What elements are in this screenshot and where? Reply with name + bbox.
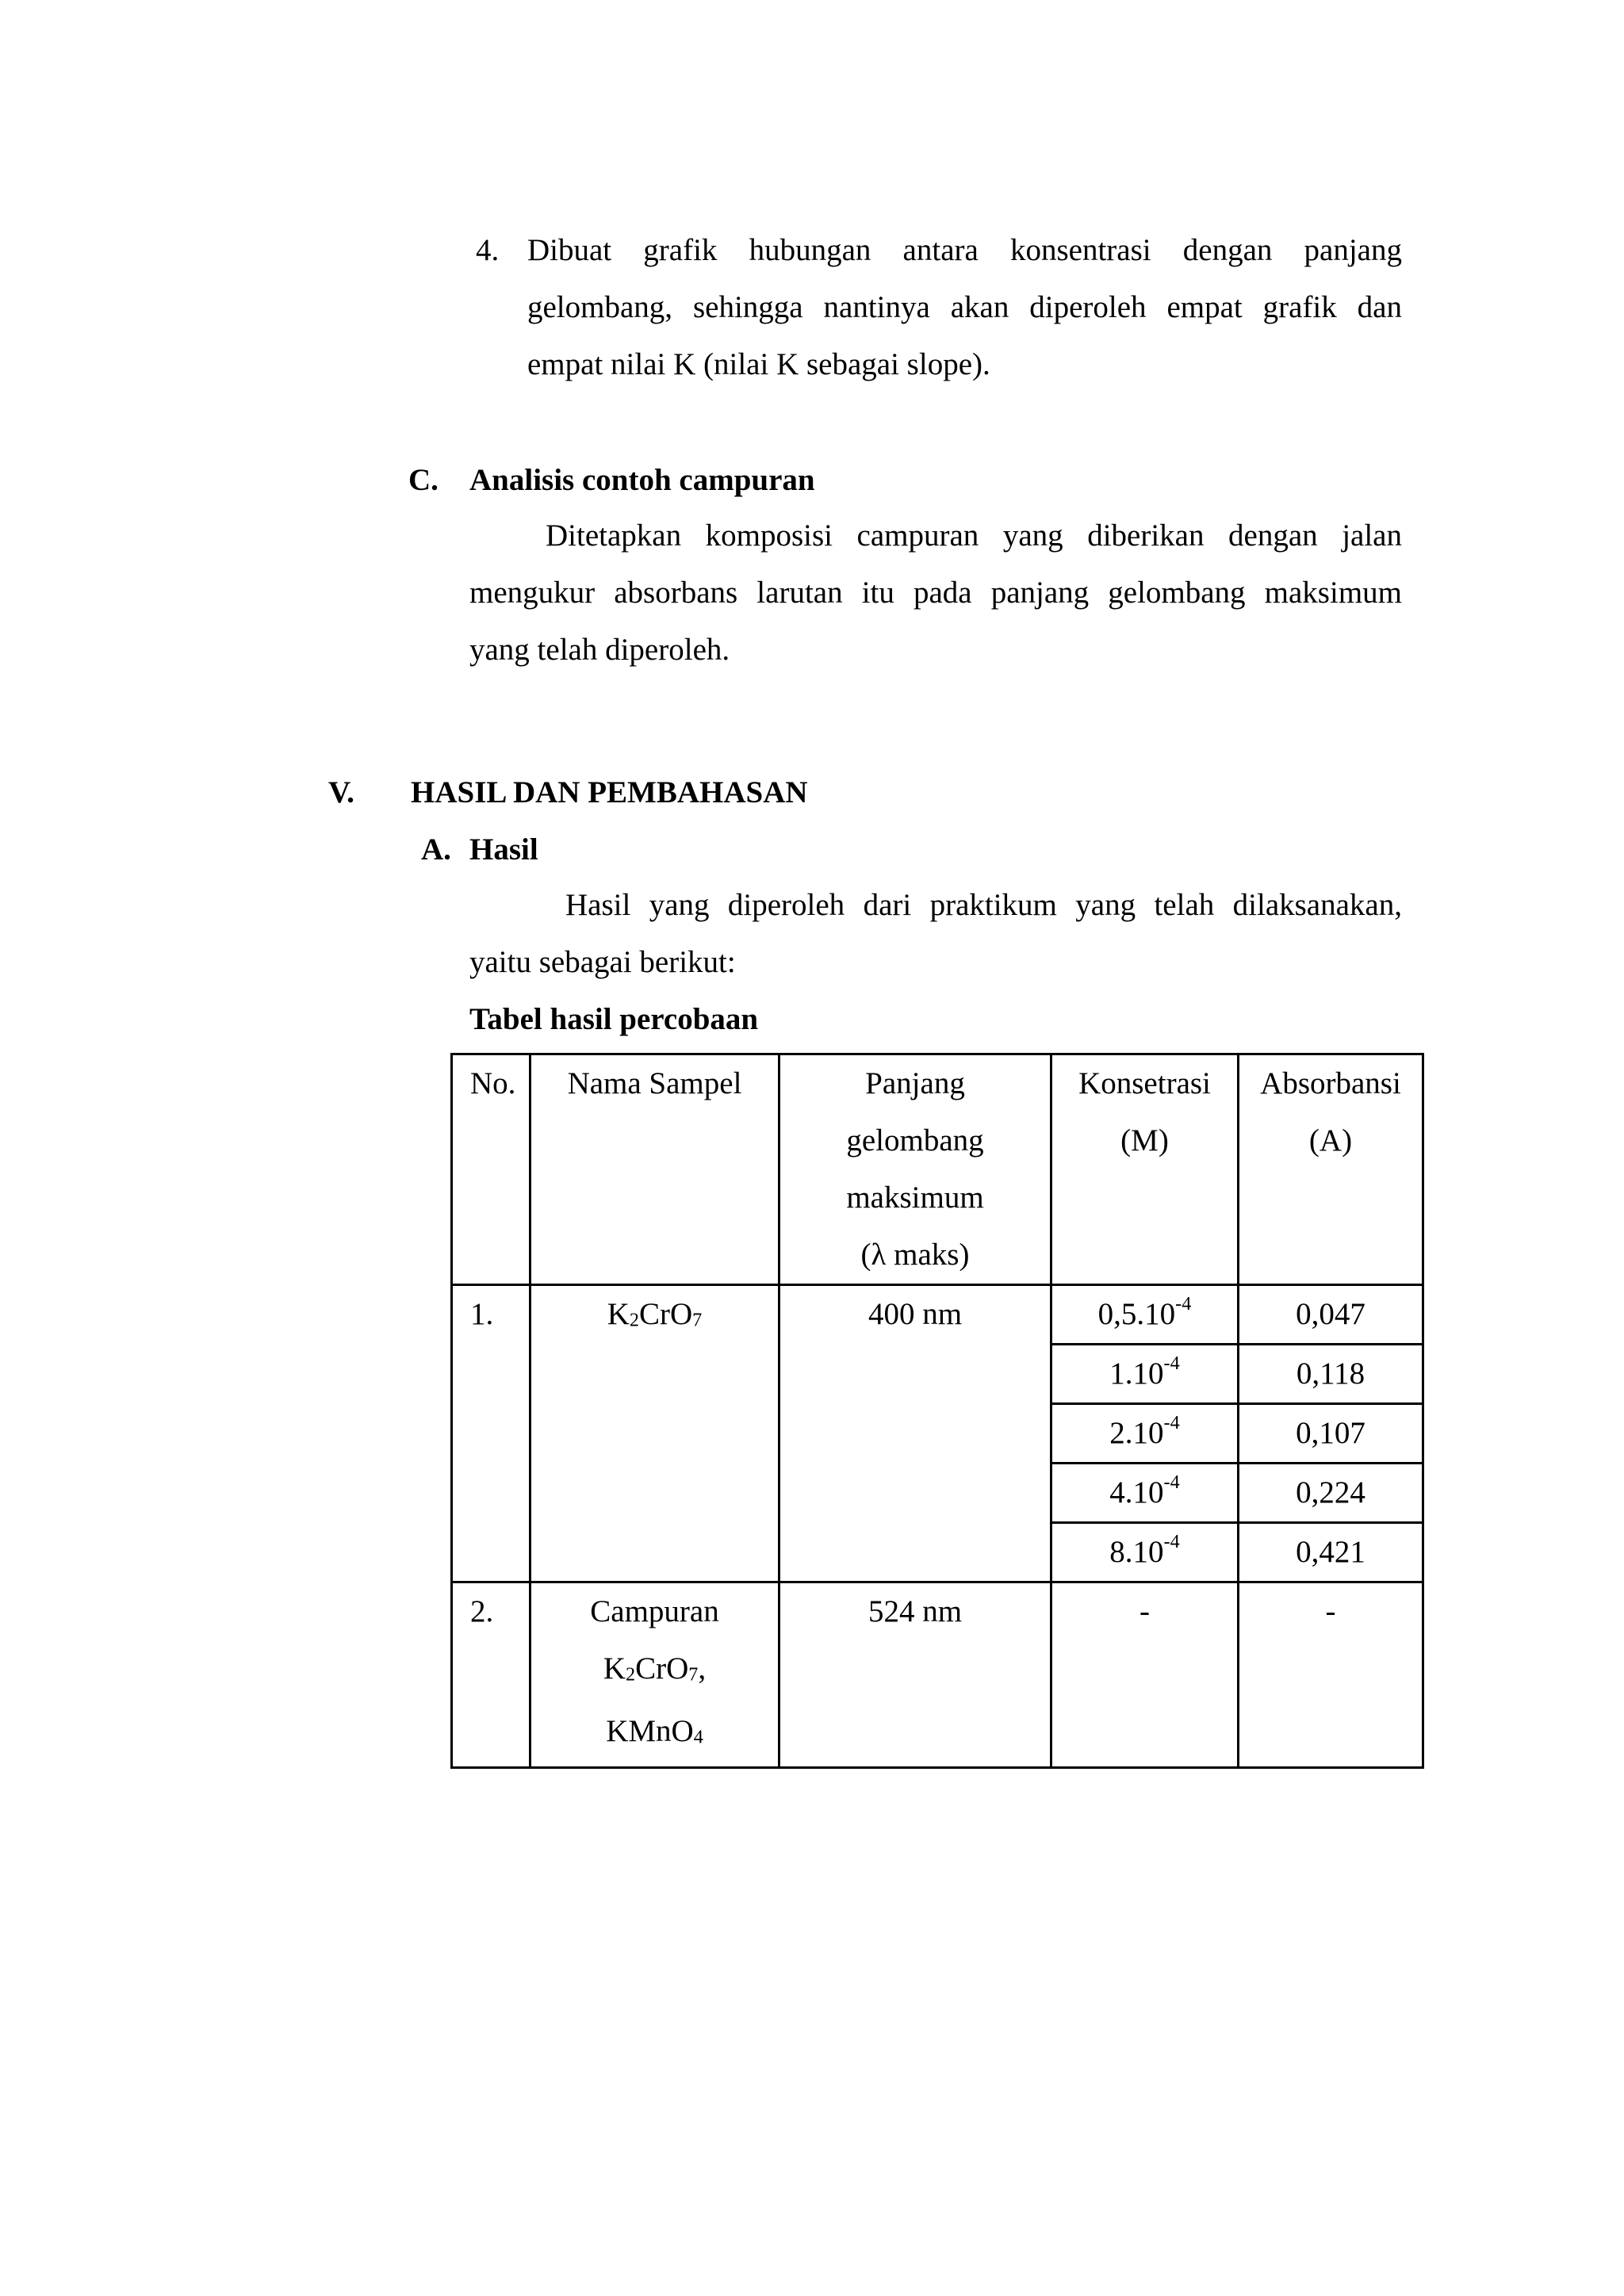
row1-name-sub-2: 2 [629,1309,639,1331]
section-v-numeral: V. [328,775,354,809]
row1-conc-1 [1051,1285,1239,1345]
header-wavelength-line-1: Panjang [865,1066,965,1100]
conc-exponent: -4 [1163,1530,1180,1552]
table-caption: Tabel hasil percobaan [469,1002,759,1036]
row2-name-sub-7: 7 [688,1663,699,1686]
row1-sample-name [530,1285,779,1582]
conc-exponent: -4 [1163,1352,1180,1374]
row1-abs-2: 0,118 [1239,1345,1423,1404]
table-row [452,1582,1423,1768]
section-a-line-1: Hasil yang diperoleh dari praktikum yang telah dilaksanakan, [565,888,1402,922]
results-table [450,1053,1424,1769]
row2-name-k: K [603,1651,626,1686]
step4-line-2: gelombang, sehingga nantinya akan diperoleh empat grafik dan [527,290,1402,324]
row2-name-line-1: Campuran [590,1594,719,1628]
row1-name-k: K [607,1297,630,1331]
conc-base: 1.10 [1109,1357,1164,1391]
row1-no: 1. [452,1285,530,1582]
header-wavelength [779,1054,1051,1285]
header-concentration-line-2: (M) [1120,1123,1169,1158]
header-absorbance-line-2: (A) [1308,1123,1353,1158]
row1-wavelength: 400 nm [779,1285,1051,1582]
row2-name-kmno: KMnO [606,1714,694,1749]
row1-conc-3 [1051,1404,1239,1464]
row1-conc-2 [1051,1345,1239,1404]
section-c-line-2: mengukur absorbans larutan itu pada panjang gelombang maksimum [469,576,1402,610]
header-absorbance [1239,1054,1423,1285]
row2-name-line-2 [531,1640,778,1703]
row1-conc-4 [1051,1464,1239,1523]
table-header-row [452,1054,1423,1285]
row1-abs-5: 0,421 [1239,1523,1423,1582]
table-row [452,1285,1423,1345]
conc-exponent: -4 [1163,1471,1180,1493]
header-wavelength-line-2: gelombang [846,1123,984,1158]
section-a-letter: A. [421,832,451,867]
row1-abs-1: 0,047 [1239,1285,1423,1345]
row2-name-sub-2: 2 [626,1663,636,1686]
header-concentration [1051,1054,1239,1285]
row2-wavelength: 524 nm [779,1582,1051,1768]
section-v-title: HASIL DAN PEMBAHASAN [411,775,808,809]
section-c-letter: C. [408,463,439,497]
row1-conc-5 [1051,1523,1239,1582]
header-wavelength-line-3: maksimum [846,1181,984,1215]
section-a-title: Hasil [469,832,538,867]
row2-name-line-3 [531,1703,778,1766]
row1-abs-4: 0,224 [1239,1464,1423,1523]
conc-base: 4.10 [1109,1475,1164,1510]
header-absorbance-line-1: Absorbansi [1260,1066,1401,1100]
row2-name-cro: CrO [635,1651,689,1686]
row2-name-comma: , [698,1651,707,1686]
row2-conc: - [1051,1582,1239,1768]
section-c-title: Analisis contoh campuran [469,463,815,497]
section-c-line-1: Ditetapkan komposisi campuran yang diberikan dengan jalan [546,519,1402,553]
header-concentration-line-1: Konsetrasi [1078,1066,1211,1100]
section-a-line-2: yaitu sebagai berikut: [469,945,736,979]
row1-abs-3: 0,107 [1239,1404,1423,1464]
header-name: Nama Sampel [530,1054,779,1285]
row2-sample-name [530,1582,779,1768]
conc-base: 0,5.10 [1097,1297,1176,1331]
conc-base: 2.10 [1109,1416,1164,1450]
step4-line-1: Dibuat grafik hubungan antara konsentrasi dengan panjang [527,233,1402,267]
conc-base: 8.10 [1109,1535,1164,1569]
header-no: No. [452,1054,530,1285]
row1-name-sub-7: 7 [692,1309,703,1331]
row2-name-sub-4: 4 [693,1726,703,1748]
section-c-line-3: yang telah diperoleh. [469,633,730,667]
conc-exponent: -4 [1163,1411,1180,1433]
header-wavelength-line-4: (λ maks) [860,1238,970,1272]
row1-name-cro: CrO [639,1297,693,1331]
step4-line-3: empat nilai K (nilai K sebagai slope). [527,347,990,381]
row2-abs: - [1239,1582,1423,1768]
list-number-4: 4. [476,233,500,267]
conc-exponent: -4 [1175,1292,1192,1314]
row2-no: 2. [452,1582,530,1768]
